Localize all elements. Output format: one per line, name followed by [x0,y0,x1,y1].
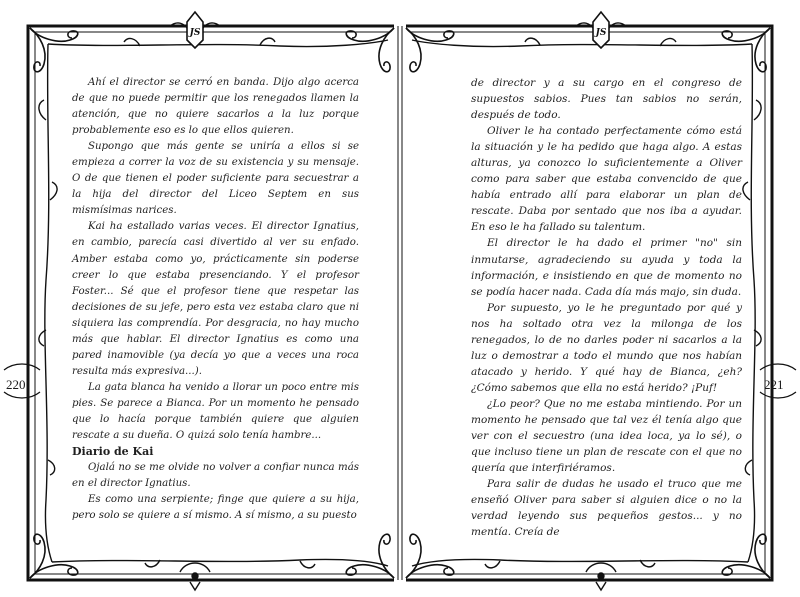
paragraph: Supongo que más gente se uniría a ellos si se empieza a correr la voz de su existencia y su mensaje. O de que tienen el poder suficiente para secuestrar a la hija del director del Liceo Septem en sus mismísimas narices. [72,141,359,217]
paragraph: Es como una serpiente; finge que quiere a su hija, pero solo se quiere a sí mismo. A sí mismo, a su puesto [72,494,359,522]
monogram-left: JS [189,28,201,38]
paragraph: ¿Lo peor? Que no me estaba mintiendo. Por un momento he pensado que tal vez él tenía algo que ver con el secuestro (una idea loca, ya lo sé), o que incluso tiene un plan de rescate con el que no quería que interfiriéramos. [471,397,742,475]
left-paragraphs-before [72,75,359,444]
bottom-ornament-left [180,563,210,590]
monogram-right: JS [595,28,607,38]
paragraph: Ojalá no se me olvide no volver a confiar nunca más en el director Ignatius. [72,462,359,490]
paragraph: Oliver le ha contado perfectamente cómo está la situación y le ha pedido que haga algo. A estas alturas, ya conozco lo suficientemente a Oliver como para saber que estaba convencido de que había entrado allí para elaborar un plan de rescate. Daba por sentado que nos iba a ayudar. En eso le ha fallado su talentum. [471,125,742,234]
section-heading: Diario de Kai [72,445,154,459]
right-page-body [471,75,742,540]
paragraph: El director le ha dado el primer "no" sin inmutarse, agradeciendo su ayuda y toda la información, e insistiendo en que de momento no se podía hacer nada. Cada día más majo, sin duda. [471,237,742,298]
paragraph: Por supuesto, yo le he preguntado por qué y nos ha soltado otra vez la milonga de los renegados, lo de no darles poder ni sacarlos a la luz o demostrar a todo el mundo que nos habían atacado y herido. Y qué hay de Bianca, ¿eh? ¿Cómo sabemos que ella no está herido? ¡Puf! [471,301,742,394]
paragraph: Para salir de dudas he usado el truco que me enseñó Oliver para saber si alguien dice o no la verdad leyendo sus pequeños gestos... y no mentía. Creía de [471,478,742,539]
paragraph: Ahí el director se cerró en banda. Dijo algo acerca de que no puede permitir que los renegados llamen la atención, que no quiere sacarlos a la luz porque probablemente eso es lo que ellos quieren. [72,77,359,137]
page-number-right: 221 [764,377,784,392]
paragraph: Kai ha estallado varias veces. El director Ignatius, en cambio, parecía casi divertido al ver su enfado. Amber estaba como yo, prácticamente sin poderse creer lo que estaba presenciando. Y el profesor Foster... Sé que el profesor tiene que respetar las decisiones de su jefe, pero esta vez estaba claro que ni siquiera las comprendía. Por desgracia, no hay mucho más que hablar. El director Ignatius es como una pared inamovible (ya decía yo que a veces una roca resulta más expresiva...). [72,221,359,377]
paragraph: de director y a su cargo en el congreso de supuestos sabios. Pues tan sabios no serán, después de todo. [471,77,742,122]
paragraph: La gata blanca ha venido a llorar un poco entre mis pies. Se parece a Bianca. Por un momento he pensado que lo hacía porque también quiere que alguien rescate a su dueña. O quizá solo tenía hambre... [72,381,359,442]
bottom-ornament-right [586,563,616,590]
left-paragraphs-after [72,460,359,524]
left-page-body [72,75,359,524]
page-number-left: 220 [6,377,26,392]
